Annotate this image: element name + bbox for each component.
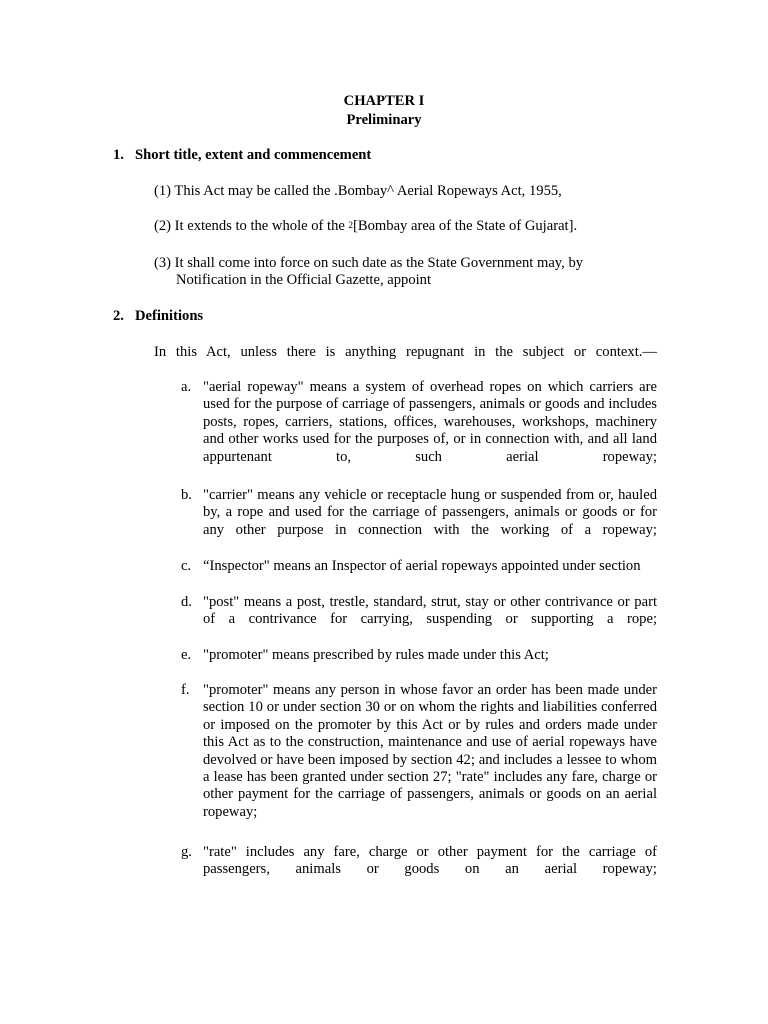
section-2-heading: [113, 308, 203, 325]
clause-3-line-2: Notification in the Official Gazette, appoint: [176, 272, 432, 289]
section-2-title: Definitions: [135, 308, 204, 324]
chapter-title: Preliminary: [346, 112, 422, 128]
footnote-marker: 2: [348, 220, 354, 230]
item-label: g.: [181, 844, 192, 860]
item-label: d.: [181, 594, 192, 610]
section-1-title: Short title, extent and commencement: [135, 147, 372, 163]
item-text: "promoter" means prescribed by rules made under this Act;: [203, 647, 549, 663]
section-1-heading: [113, 147, 371, 164]
definition-item-b: [181, 487, 657, 539]
definitions-intro: In this Act, unless there is anything repugnant in the subject or context.—: [154, 344, 657, 360]
clause-2-text-end: [Bombay area of the State of Gujarat].: [353, 218, 578, 234]
item-label: c.: [181, 558, 192, 574]
section-1-clause-2: [154, 218, 577, 235]
item-text: "promoter" means any person in whose favor an order has been made under section 10 or under section 30 or on whom the rights and liabilities conferred or imposed on the promoter by this Act or by rules and orders made under this Act as to the construction, maintenance and use of aerial ropeways have devolved or have been imposed by section 42; and includes a lessee to whom a lease has been granted under section 27; "rate" includes any fare, charge or other payment for the carriage of passengers, animals or goods on an aerial ropeway;: [203, 682, 657, 820]
item-label: b.: [181, 487, 192, 503]
section-1-clause-1: (1) This Act may be called the .Bombay^ Aerial Ropeways Act, 1955,: [154, 183, 562, 199]
clause-2-text-start: (2) It extends to the whole of the: [154, 218, 349, 234]
item-text: "aerial ropeway" means a system of overhead ropes on which carriers are used for the purpose of carriage of passengers, animals or goods and includes posts, ropes, carriers, stations, offices, warehouses, workshops, machinery and other works used for the purposes of, or in connection with, and all land appurtenant to, such aerial ropeway;: [203, 379, 657, 465]
section-1-number: 1.: [113, 147, 124, 163]
section-1-clause-3: [154, 255, 614, 290]
item-label: a.: [181, 379, 192, 395]
item-text: "rate" includes any fare, charge or other payment for the carriage of passengers, animals or goods on an aerial ropeway;: [203, 844, 657, 878]
definition-item-d: [181, 594, 657, 629]
definition-item-f: [181, 682, 657, 821]
item-text: "post" means a post, trestle, standard, strut, stay or other contrivance or part of a contrivance for carrying, suspending or supporting a rope;: [203, 594, 657, 628]
item-text: “Inspector" means an Inspector of aerial ropeways appointed under section: [203, 558, 641, 574]
item-label: e.: [181, 647, 192, 663]
definition-item-g: [181, 844, 657, 879]
item-text: "carrier" means any vehicle or receptacle hung or suspended from or, hauled by, a rope and used for the carriage of passengers, animals or goods or for any other purpose in connection with the working of a ropeway;: [203, 487, 657, 538]
definition-item-a: [181, 379, 657, 466]
section-2-number: 2.: [113, 308, 124, 324]
clause-3-line-1: (3) It shall come into force on such date as the State Government may, by: [154, 255, 584, 271]
chapter-number: CHAPTER I: [343, 93, 425, 109]
definition-item-c: [181, 558, 657, 575]
item-label: f.: [181, 682, 190, 698]
definition-item-e: [181, 647, 657, 664]
